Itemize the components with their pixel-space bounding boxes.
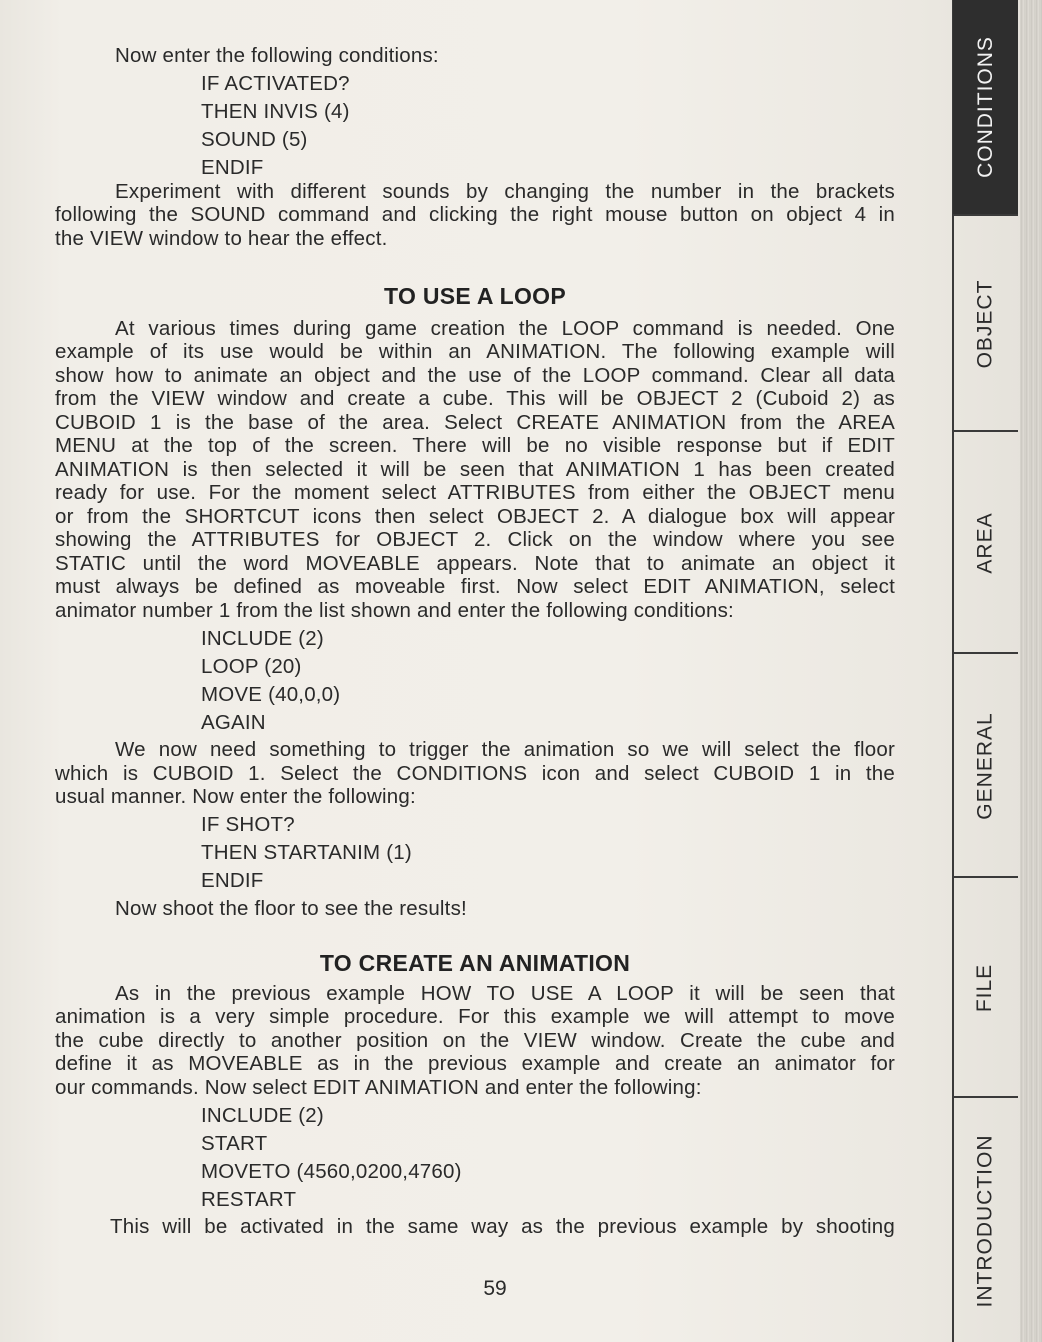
tab-file-label: FILE — [973, 963, 997, 1013]
tab-file[interactable] — [953, 876, 1018, 1098]
code-line: ENDIF — [201, 156, 264, 179]
paragraph-line: show how to animate an object and the use of the LOOP command. Clear all data — [55, 363, 895, 387]
code-line: AGAIN — [201, 710, 266, 734]
paragraph-line: our commands. Now select EDIT ANIMATION and enter the following: — [55, 1075, 702, 1099]
paragraph-line: the VIEW window to hear the effect. — [55, 226, 388, 250]
paragraph-line: We now need something to trigger the animation so we will select the floor — [115, 738, 895, 761]
section-heading-animation: TO CREATE AN ANIMATION — [319, 950, 631, 976]
paragraph-line: At various times during game creation the LOOP command is needed. One — [115, 316, 895, 340]
tab-introduction[interactable] — [953, 1096, 1018, 1342]
code-line: LOOP (20) — [201, 654, 302, 678]
page-body — [55, 44, 895, 1239]
code-line: IF SHOT? — [201, 813, 295, 836]
paragraph-line: showing the ATTRIBUTES for OBJECT 2. Click on the window where you see — [55, 528, 895, 551]
paragraph-line: animation is a very simple procedure. For this example we will attempt to move — [55, 1005, 895, 1028]
paragraph-line: CUBOID 1 is the base of the area. Select CREATE ANIMATION from the AREA — [55, 410, 895, 434]
code-line: SOUND (5) — [201, 128, 308, 151]
paragraph-line: STATIC until the word MOVEABLE appears. Note that to animate an object it — [55, 551, 895, 575]
tab-object-label: OBJECT — [973, 279, 997, 369]
paragraph-line: ANIMATION is then selected it will be seen that ANIMATION 1 has been created — [55, 457, 895, 481]
paragraph-line: usual manner. Now enter the following: — [55, 785, 416, 808]
paragraph-line: ready for use. For the moment select ATTRIBUTES from either the OBJECT menu — [55, 481, 895, 504]
tab-general[interactable] — [953, 652, 1018, 878]
code-line: IF ACTIVATED? — [201, 72, 350, 95]
code-line: MOVE (40,0,0) — [201, 682, 341, 706]
paragraph-line: the cube directly to another position on the VIEW window. Create the cube and — [55, 1028, 895, 1052]
section-heading-loop: TO USE A LOOP — [384, 283, 566, 309]
code-line: THEN INVIS (4) — [201, 100, 350, 123]
paragraph-line: Experiment with different sounds by changing the number in the brackets — [115, 179, 895, 203]
paragraph-line: example of its use would be within an ANIMATION. The following example will — [55, 340, 895, 363]
code-line: INCLUDE (2) — [201, 626, 324, 650]
paragraph-line: following the SOUND command and clicking the right mouse button on object 4 in — [55, 203, 895, 226]
paragraph-line: from the VIEW window and create a cube. This will be OBJECT 2 (Cuboid 2) as — [55, 387, 895, 410]
paragraph-line: Now shoot the floor to see the results! — [115, 896, 467, 920]
code-line: THEN STARTANIM (1) — [201, 841, 412, 864]
paragraph-line: As in the previous example HOW TO USE A LOOP it will be seen that — [115, 981, 895, 1005]
page-number: 59 — [483, 1277, 507, 1300]
code-line: ENDIF — [201, 869, 264, 892]
paragraph-line: define it as MOVEABLE as in the previous example and create an animator for — [55, 1052, 895, 1075]
paragraph-line: must always be defined as moveable first. Now select EDIT ANIMATION, select — [55, 575, 895, 598]
paragraph-line: or from the SHORTCUT icons then select OBJECT 2. A dialogue box will appear — [55, 504, 895, 528]
tab-conditions-label: CONDITIONS — [973, 36, 997, 178]
code-line: START — [201, 1131, 268, 1155]
code-line: MOVETO (4560,0200,4760) — [201, 1159, 462, 1183]
tab-introduction-label: INTRODUCTION — [973, 1134, 997, 1308]
paragraph-line: which is CUBOID 1. Select the CONDITIONS icon and select CUBOID 1 in the — [55, 761, 895, 785]
intro-lead: Now enter the following conditions: — [115, 44, 439, 67]
code-line: INCLUDE (2) — [201, 1103, 324, 1127]
code-line: RESTART — [201, 1187, 297, 1211]
tab-area[interactable] — [953, 430, 1018, 654]
tab-general-label: GENERAL — [973, 712, 997, 820]
tab-conditions[interactable] — [953, 0, 1018, 214]
page-edge-stack — [1020, 0, 1042, 1342]
paragraph-line: This will be activated in the same way as the previous example by shooting — [110, 1215, 895, 1238]
tab-object[interactable] — [953, 214, 1018, 432]
paragraph-line: MENU at the top of the screen. There will be no visible response but if EDIT — [55, 434, 895, 457]
paragraph-line: animator number 1 from the list shown and enter the following conditions: — [55, 598, 734, 622]
tab-area-label: AREA — [973, 512, 997, 574]
